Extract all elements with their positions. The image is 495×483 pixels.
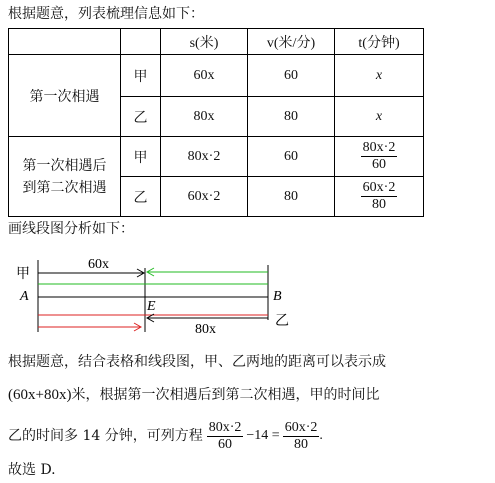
analysis-line3-text: 乙的时间多 14 分钟，可列方程	[8, 428, 203, 444]
row-who: 甲	[121, 137, 161, 177]
group-label-line2: 到第二次相遇	[22, 179, 107, 196]
distance-expression: (60x+80x)	[8, 387, 72, 403]
label-A: A	[20, 289, 29, 304]
table-corner-cell-2	[121, 29, 161, 55]
fraction-numerator: 60x·2	[362, 180, 396, 195]
label-jia: 甲	[16, 267, 30, 282]
header-t: t(分钟)	[335, 29, 424, 55]
cell-s: 60x·2	[161, 177, 248, 217]
group-label-first-meeting: 第一次相遇	[9, 55, 121, 137]
row-who: 乙	[121, 97, 161, 137]
cell-t-fraction	[335, 177, 424, 217]
cell-t: x	[335, 55, 424, 97]
equation-end: .	[319, 428, 323, 443]
conclusion: 故选 D.	[8, 462, 56, 478]
cell-s: 60x	[161, 55, 248, 97]
row-who: 乙	[121, 177, 161, 217]
analysis-line2	[8, 386, 379, 404]
eq-denominator-2: 80	[294, 436, 309, 452]
equation-middle: −14 =	[246, 428, 280, 443]
cell-v: 80	[248, 97, 335, 137]
cell-s: 80x	[161, 97, 248, 137]
label-B: B	[273, 289, 282, 304]
cell-s: 80x·2	[161, 137, 248, 177]
cell-t: x	[335, 97, 424, 137]
cell-v: 60	[248, 137, 335, 177]
label-yi: 乙	[275, 314, 289, 329]
eq-numerator-2: 60x·2	[284, 419, 318, 435]
info-table	[8, 28, 424, 217]
label-E: E	[147, 299, 156, 314]
analysis-line3	[8, 414, 323, 458]
fraction-denominator: 80	[371, 197, 386, 212]
group-label-line1: 第一次相遇后	[22, 157, 107, 174]
group-label-second-meeting	[9, 137, 121, 217]
row-who: 甲	[121, 55, 161, 97]
analysis-line1: 根据题意，结合表格和线段图，甲、乙两地的距离可以表示成	[8, 354, 386, 370]
eq-denominator-1: 60	[218, 436, 233, 452]
cell-v: 80	[248, 177, 335, 217]
equation-fraction-2	[283, 420, 320, 453]
header-s: s(米)	[161, 29, 248, 55]
label-80x: 80x	[195, 322, 216, 337]
equation-fraction-1	[207, 420, 244, 453]
analysis-line2-text: 米，根据第一次相遇后到第二次相遇，甲的时间比	[71, 387, 380, 403]
cell-v: 60	[248, 55, 335, 97]
eq-numerator-1: 80x·2	[208, 419, 242, 435]
header-v: v(米/分)	[248, 29, 335, 55]
table-corner-cell	[9, 29, 121, 55]
fraction-denominator: 60	[371, 157, 386, 172]
cell-t-fraction	[335, 137, 424, 177]
line-segment-diagram	[0, 240, 300, 340]
intro-text: 根据题意，列表梳理信息如下：	[8, 6, 204, 22]
fraction-numerator: 80x·2	[362, 140, 396, 155]
diagram-caption: 画线段图分析如下：	[8, 221, 134, 237]
label-60x: 60x	[88, 257, 109, 272]
